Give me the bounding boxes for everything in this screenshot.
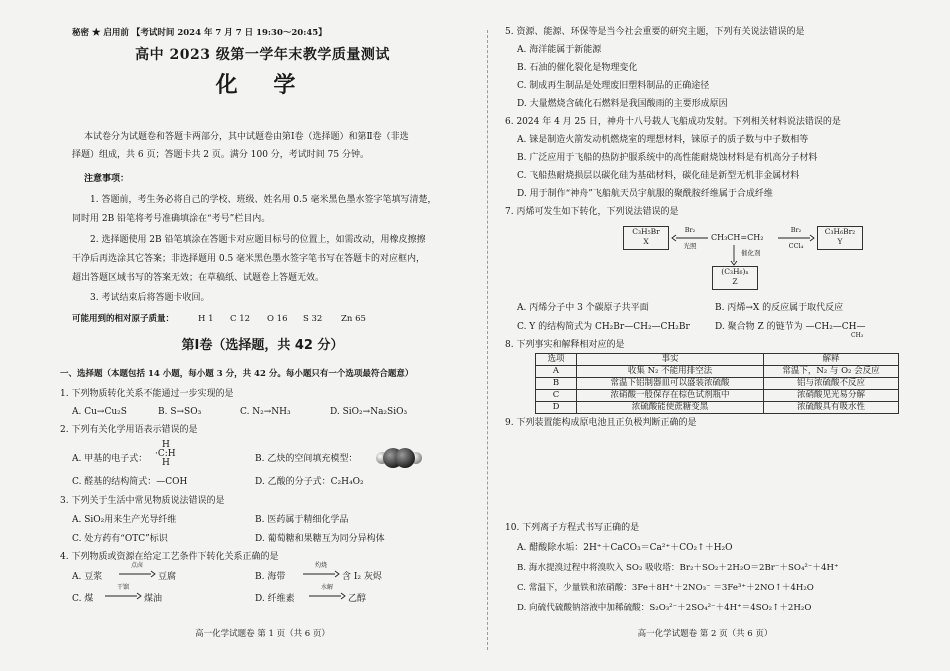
scheme-reagent-2: Br₂ xyxy=(790,226,802,234)
q3-option-c: C. 处方药有“OTC”标识 xyxy=(72,534,168,544)
q8-row-c-fact: 浓硝酸一般保存在棕色试剂瓶中 xyxy=(577,390,764,402)
q3-option-a: A. SiO₂用来生产光导纤维 xyxy=(72,515,177,525)
q8-row-a-fact: 收集 N₂ 不能用排空法 xyxy=(577,366,764,378)
q4-stem: 4. 下列物质或资源在给定工艺条件下转化关系正确的是 xyxy=(60,552,279,562)
q4-b-condition: 灼烧 xyxy=(314,562,327,569)
q6-option-c: C. 飞船热耐烧损层以碳化硅为基础材料，碳化硅是新型无机非金属材料 xyxy=(517,171,800,181)
footer-page-1: 高一化学试题卷 第 1 页（共 6 页） xyxy=(195,629,330,639)
note-line-1: 1. 答题前，考生务必将自己的学校、班级、姓名用 0.5 毫米黑色墨水签字笔填写清楚， xyxy=(90,195,437,205)
q7-option-b: B. 丙烯→X 的反应属于取代反应 xyxy=(715,303,844,313)
page-2 xyxy=(505,0,905,671)
q4-c-condition: 干馏 xyxy=(116,584,129,591)
q2-stem: 2. 下列有关化学用语表示错误的是 xyxy=(60,425,198,435)
q4-b-end: 含 I₂ 灰烬 xyxy=(342,572,382,582)
atomic-mass-c: C 12 xyxy=(230,314,251,324)
q1-option-d: D. SiO₂→Na₂SiO₃ xyxy=(330,407,408,417)
footer-page-2: 高一化学试题卷 第 2 页（共 6 页） xyxy=(637,629,773,639)
q4-b-arrow-icon xyxy=(302,570,340,578)
scheme-propene: CH₃CH=CH₂ xyxy=(711,233,764,242)
q1-stem: 1. 下列物质转化关系不能通过一步实现的是 xyxy=(60,389,234,399)
q8-row-b-fact: 常温下铝制器皿可以盛装浓硫酸 xyxy=(577,378,764,390)
scheme-z-formula: (C₃H₆)ₙ xyxy=(721,267,749,276)
atomic-mass-s: S 32 xyxy=(303,314,323,324)
secret-line: 秘密 ★ 启用前 【考试时间 2024 年 7 月 7 日 19:30～20:45】 xyxy=(72,28,327,38)
atomic-mass-h: H 1 xyxy=(198,314,214,324)
scheme-y-formula: C₃H₆Br₂ xyxy=(824,227,856,236)
atomic-mass-o: O 16 xyxy=(267,314,288,324)
q4-a-end: 豆腐 xyxy=(158,572,177,582)
q3-option-d: D. 葡萄糖和果糖互为同分异构体 xyxy=(255,534,385,544)
scheme-x-label: X xyxy=(643,237,649,246)
intro-line-1: 本试卷分为试题卷和答题卡两部分，其中试题卷由第Ⅰ卷（选择题）和第Ⅱ卷（非选 xyxy=(84,132,409,142)
atomic-mass-zn: Zn 65 xyxy=(341,314,366,324)
q9-stem: 9. 下列装置能构成原电池且正负极判断正确的是 xyxy=(505,418,697,428)
scheme-x-formula: C₃H₅Br xyxy=(632,227,660,236)
q9-cell-diagrams xyxy=(535,433,897,519)
q5-option-a: A. 海洋能属于新能源 xyxy=(517,45,602,55)
q7-option-d-substituent: CH₃ xyxy=(851,332,864,339)
q4-d-condition: 水解 xyxy=(320,584,333,591)
note-line-6: 3. 考试结束后将答题卡收回。 xyxy=(90,293,210,303)
q2-option-a: A. 甲基的电子式： xyxy=(72,454,148,464)
scheme-arrow-right-icon xyxy=(777,234,815,242)
scheme-box-z xyxy=(712,266,758,290)
scheme-y-label: Y xyxy=(837,237,843,246)
q8-row-a-label: A xyxy=(536,366,577,378)
q4-c-arrow-icon xyxy=(104,592,142,600)
scheme-arrow-left-icon xyxy=(671,234,709,242)
q6-option-a: A. 铼是制造火箭发动机燃烧室的理想材料，铼原子的质子数与中子数相等 xyxy=(517,135,809,145)
q2-formula-c: ·C:H xyxy=(155,449,176,459)
q5-option-b: B. 石油的催化裂化是物理变化 xyxy=(517,63,638,73)
q2-formula-h-bottom: H xyxy=(162,458,170,468)
q8-header-option: 选项 xyxy=(536,354,577,366)
q8-header-explanation: 解释 xyxy=(764,354,899,366)
note-line-5: 超出答题区域书写的答案无效；在草稿纸、试题卷上答题无效。 xyxy=(72,273,325,283)
table-row xyxy=(536,390,899,402)
q3-option-b: B. 医药属于精细化学品 xyxy=(255,515,349,525)
q10-option-d: D. 向硫代硫酸钠溶液中加稀硫酸：S₂O₃²⁻＋2SO₄²⁻＋4H⁺＝4SO₂↑＋2H₂O xyxy=(517,603,812,613)
q3-stem: 3. 下列关于生活中常见物质说法错误的是 xyxy=(60,496,225,506)
volume-1-title: 第Ⅰ卷（选择题，共 42 分） xyxy=(181,338,344,353)
page-divider xyxy=(487,30,488,650)
scheme-condition-2: CCl₄ xyxy=(788,242,804,250)
scheme-reagent-1: Br₂ xyxy=(684,226,696,234)
scheme-box-y xyxy=(817,226,863,250)
section-1-heading: 一、选择题（本题包括 14 小题，每小题 3 分，共 42 分。每小题只有一个选项最符合题意） xyxy=(60,369,414,379)
scheme-condition-1: 光照 xyxy=(683,242,697,250)
q1-option-b: B. S→SO₃ xyxy=(158,407,202,417)
intro-line-2: 择题）组成，共 6 页；答题卡共 2 页。满分 100 分，考试时间 75 分钟。 xyxy=(72,150,369,160)
q10-option-c: C. 常温下，少量铁和浓硝酸：3Fe＋8H⁺＋2NO₃⁻ ＝3Fe³⁺＋2NO↑＋4H₂O xyxy=(517,583,814,593)
q6-stem: 6. 2024 年 4 月 25 日，神舟十八号载人飞船成功发射。下列相关材料说法错误的是 xyxy=(505,117,841,127)
q8-header-fact: 事实 xyxy=(577,354,764,366)
q8-row-b-explanation: 铝与浓硫酸不反应 xyxy=(764,378,899,390)
q2-option-c: C. 醛基的结构简式：—COH xyxy=(72,477,188,487)
q8-row-a-explanation: 常温下，N₂ 与 O₂ 会反应 xyxy=(764,366,899,378)
q4-a-condition: 点卤 xyxy=(130,562,143,569)
q6-option-d: D. 用于制作“神舟”飞船航天员宇航服的聚酰胺纤维属于合成纤维 xyxy=(517,189,773,199)
q7-option-a: A. 丙烯分子中 3 个碳原子共平面 xyxy=(517,303,649,313)
q8-stem: 8. 下列事实和解释相对应的是 xyxy=(505,340,625,350)
q10-option-a: A. 醋酸除水垢：2H⁺＋CaCO₃＝Ca²⁺＋CO₂↑＋H₂O xyxy=(517,543,733,553)
notes-title: 注意事项： xyxy=(84,174,130,184)
table-row xyxy=(536,402,899,414)
q4-c-start: C. 煤 xyxy=(72,594,94,604)
q4-a-start: A. 豆浆 xyxy=(72,572,103,582)
q8-row-c-explanation: 浓硝酸见光易分解 xyxy=(764,390,899,402)
q1-option-c: C. N₂→NH₃ xyxy=(240,407,291,417)
note-line-2: 同时用 2B 铅笔将考号准确填涂在“考号”栏目内。 xyxy=(72,214,271,224)
q7-option-d: D. 聚合物 Z 的链节为 —CH₂—CH— xyxy=(715,322,866,332)
q5-option-d: D. 大量燃烧含硫化石燃料是我国酸雨的主要形成原因 xyxy=(517,99,728,109)
q8-row-b-label: B xyxy=(536,378,577,390)
subject-title: 化 学 xyxy=(215,72,310,98)
q10-option-b: B. 海水提溴过程中将溴吹入 SO₂ 吸收塔：Br₂＋SO₂＋2H₂O＝2Br⁻＋SO₄²⁻＋4H⁺ xyxy=(517,563,839,573)
q5-stem: 5. 资源、能源、环保等是当今社会重要的研究主题，下列有关说法错误的是 xyxy=(505,27,805,37)
q4-d-end: 乙醇 xyxy=(348,594,367,604)
q4-a-arrow-icon xyxy=(118,570,156,578)
q5-option-c: C. 制成再生制品是处理废旧塑料制品的正确途径 xyxy=(517,81,710,91)
q4-d-start: D. 纤维素 xyxy=(255,594,295,604)
q8-row-d-fact: 浓硫酸能使蔗糖变黑 xyxy=(577,402,764,414)
q4-b-start: B. 海带 xyxy=(255,572,286,582)
q7-stem: 7. 丙烯可发生如下转化，下列说法错误的是 xyxy=(505,207,679,217)
q2-formula-h-top: H xyxy=(162,440,170,450)
q8-row-d-explanation: 浓硫酸具有吸水性 xyxy=(764,402,899,414)
note-line-3: 2. 选择题使用 2B 铅笔填涂在答题卡对应题目标号的位置上，如需改动，用橡皮擦擦 xyxy=(90,235,426,245)
acetylene-model-icon xyxy=(375,444,423,472)
scheme-arrow-down-icon xyxy=(729,244,739,266)
table-row xyxy=(536,378,899,390)
q1-option-a: A. Cu→Cu₂S xyxy=(72,407,127,417)
q6-option-b: B. 广泛应用于飞船的热防护服系统中的高性能耐烧蚀材料是有机高分子材料 xyxy=(517,153,818,163)
page-1 xyxy=(60,0,465,671)
q8-table-header xyxy=(536,354,899,366)
q7-option-c: C. Y 的结构简式为 CH₂Br—CH₂—CH₂Br xyxy=(517,322,690,332)
note-line-4: 干净后再选涂其它答案；非选择题用 0.5 毫米黑色墨水签字笔书写在答题卡的对应框内， xyxy=(72,254,426,264)
table-row xyxy=(536,366,899,378)
q4-d-arrow-icon xyxy=(308,592,346,600)
q10-stem: 10. 下列离子方程式书写正确的是 xyxy=(505,523,640,533)
q2-option-d: D. 乙酸的分子式：C₂H₄O₂ xyxy=(255,477,364,487)
q2-methyl-formula xyxy=(155,441,176,468)
q8-row-c-label: C xyxy=(536,390,577,402)
scheme-z-label: Z xyxy=(732,277,738,286)
q4-c-end: 煤油 xyxy=(144,594,163,604)
atomic-mass-label: 可能用到的相对原子质量： xyxy=(72,314,175,324)
scheme-catalyst: 催化剂 xyxy=(741,249,761,257)
q8-row-d-label: D xyxy=(536,402,577,414)
exam-title: 高中 2023 级第一学年末教学质量测试 xyxy=(135,47,390,63)
q2-option-b: B. 乙炔的空间填充模型： xyxy=(255,454,358,464)
scheme-box-x xyxy=(623,226,669,250)
q8-table xyxy=(535,353,899,414)
